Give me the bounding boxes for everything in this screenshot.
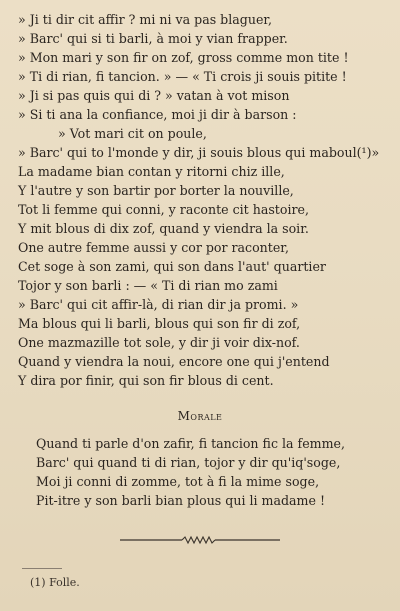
- morale-body: [36, 434, 386, 510]
- poem-line: La madame bian contan y ritorni chiz ille,: [18, 164, 285, 179]
- poem-line: Cet soge à son zami, qui son dans l'aut' quartier: [18, 259, 326, 274]
- poem-line: Y dira por finir, qui son fir blous di cent.: [18, 373, 274, 388]
- poem-line: Y mit blous di dix zof, quand y viendra la soir.: [18, 221, 309, 236]
- poem-line: » Si ti ana la confiance, moi ji dir à barson :: [18, 107, 297, 122]
- poem-line: Tot li femme qui conni, y raconte cit hastoire,: [18, 202, 309, 217]
- poem-line: Y l'autre y son bartir por borter la nouville,: [18, 183, 294, 198]
- footnote-rule: [22, 568, 62, 569]
- poem-line: » Barc' qui si ti barli, à moi y vian frapper.: [18, 31, 288, 46]
- morale-line: Quand ti parle d'on zafir, fi tancion fic la femme,: [36, 436, 346, 451]
- poem-line: » Vot mari cit on poule,: [58, 126, 207, 141]
- morale-line: Barc' qui quand ti di rian, tojor y dir qu'iq'soge,: [36, 455, 341, 470]
- poem-line: Tojor y son barli : — « Ti di rian mo zami: [18, 278, 278, 293]
- poem-line: » Mon mari y son fir on zof, gross comme mon tite !: [18, 50, 349, 65]
- poem-body: [18, 10, 390, 390]
- morale-title: Morale: [177, 409, 223, 423]
- poem-line: » Barc' qui cit affir-là, di rian dir ja promi. »: [18, 297, 299, 312]
- ornamental-divider: [120, 534, 280, 546]
- poem-line: » Ji ti dir cit affir ? mi ni va pas blaguer,: [18, 12, 273, 27]
- poem-line: » Ti di rian, fi tancion. » — « Ti crois ji souis pitite !: [18, 69, 347, 84]
- footnote: (1) Folle.: [30, 576, 80, 589]
- poem-line: One autre femme aussi y cor por raconter,: [18, 240, 289, 255]
- morale-line: Moi ji conni di zomme, tot à fi la mime soge,: [36, 474, 320, 489]
- poem-line: » Barc' qui to l'monde y dir, ji souis blous qui maboul(¹)»: [18, 145, 380, 160]
- poem-line: » Ji si pas quis qui di ? » vatan à vot mison: [18, 88, 290, 103]
- morale-line: Pit-itre y son barli bian plous qui li madame !: [36, 493, 326, 508]
- poem-line: Quand y viendra la noui, encore one qui j'entend: [18, 354, 330, 369]
- poem-line: One mazmazille tot sole, y dir ji voir dix-nof.: [18, 335, 300, 350]
- poem-line: Ma blous qui li barli, blous qui son fir di zof,: [18, 316, 301, 331]
